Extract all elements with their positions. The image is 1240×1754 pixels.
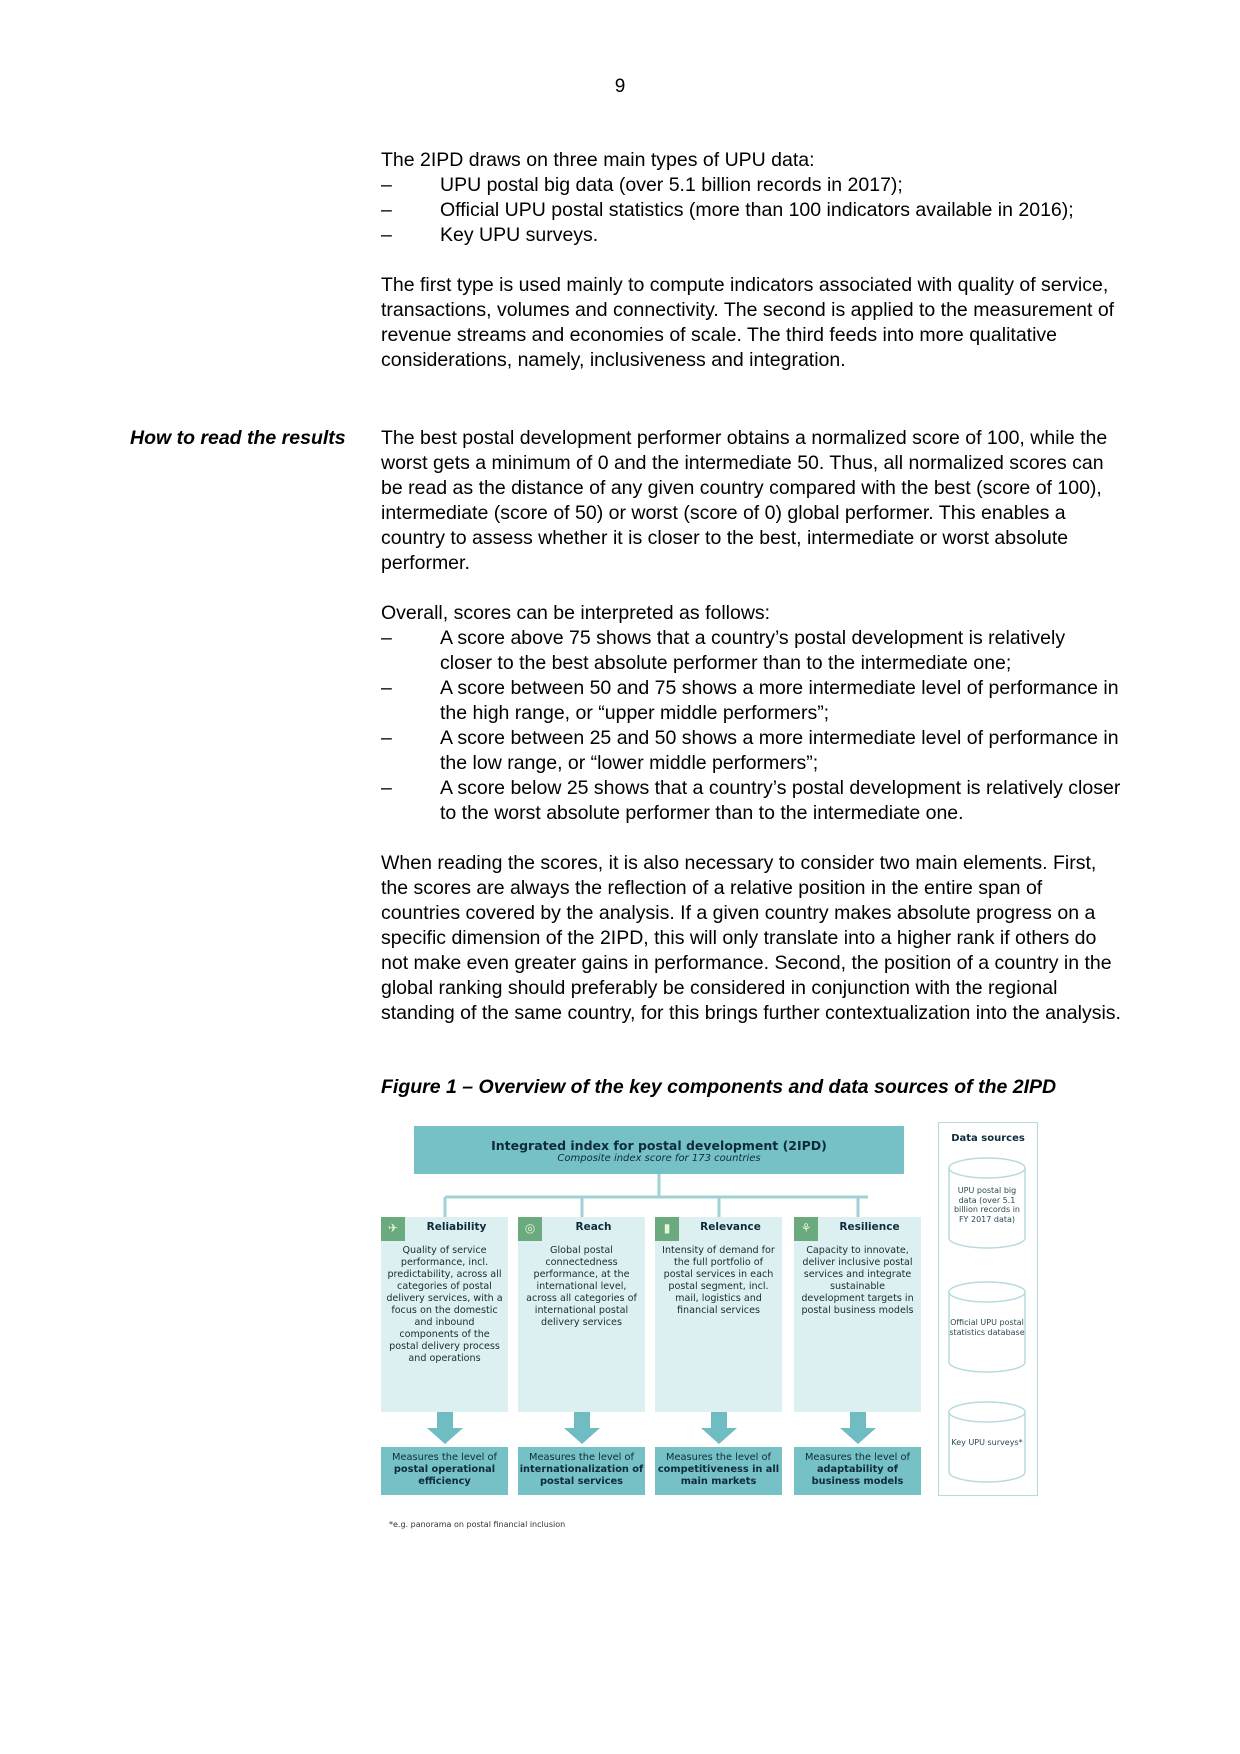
measure-box-resilience [794,1447,921,1495]
measure-strong: internationalization of postal services [519,1464,644,1487]
dash-bullet: – [381,199,392,221]
component-header [518,1217,645,1241]
reliability-icon: ✈ [381,1217,405,1241]
list-item-text: A score between 50 and 75 shows a more intermediate level of performance in the high range, or “upper middle performers”; [440,677,1119,724]
component-description: Capacity to innovate, deliver inclusive postal services and integrate sustainable development targets in postal business models [801,1245,914,1316]
data-types-paragraph: The first type is used mainly to compute indicators associated with quality of service, transactions, volumes and connectivity. The second is applied to the measurement of revenue streams and economies of scale. The third feeds into more qualitative considerations, namely, inclusiveness and integration. [381,274,1115,371]
list-item-text: Key UPU surveys. [440,224,599,246]
interpretation-intro: Overall, scores can be interpreted as follows: [381,602,771,624]
list-item-text: A score above 75 shows that a country’s postal development is relatively closer to the best absolute performer than to the intermediate one; [440,627,1066,674]
index-title-box [414,1126,904,1174]
measure-strong: competitiveness in all main markets [657,1464,780,1487]
down-arrow-icon [840,1412,876,1444]
figure-footnote: *e.g. panorama on postal financial inclusion [389,1520,566,1529]
measure-lead: Measures the level of [666,1452,771,1463]
index-subtitle: Composite index score for 173 countries [557,1153,761,1164]
measure-box-reach [518,1447,645,1495]
measure-lead: Measures the level of [805,1452,910,1463]
measure-lead: Measures the level of [529,1452,634,1463]
data-types-section [381,148,1121,373]
data-types-list [381,173,1121,248]
relevance-icon: ▮ [655,1217,679,1241]
page-number: 9 [614,76,626,97]
measure-box-relevance [655,1447,782,1495]
down-arrow-icon [427,1412,463,1444]
component-resilience [794,1217,921,1412]
component-title: Reliability [426,1221,487,1233]
down-arrow-icon [701,1412,737,1444]
index-title: Integrated index for postal development (2IPD) [491,1138,827,1153]
dash-bullet: – [381,727,392,749]
side-heading: How to read the results [130,427,346,449]
list-item [381,223,1121,248]
component-header [655,1217,782,1241]
dash-bullet: – [381,627,392,649]
component-description: Quality of service performance, incl. predictability, across all categories of postal delivery services, with a focus on the domestic and inbound components of the postal delivery process and operations [386,1245,503,1364]
list-item [381,776,1121,826]
component-reliability [381,1217,508,1412]
component-relevance [655,1217,782,1412]
normalized-score-paragraph: The best postal development performer obtains a normalized score of 100, while the worst gets a minimum of 0 and the intermediate 50. Thus, all normalized scores can be read as the distance of any given country compared with the best (score of 100), intermediate (score of 50) or worst (score of 0) global performer. This enables a country to assess whether it is closer to the best, intermediate or worst absolute performer. [381,427,1108,574]
list-item-text: Official UPU postal statistics (more than 100 indicators available in 2016); [440,199,1074,221]
data-source-statistics: Official UPU postal statistics database [949,1318,1025,1337]
list-item [381,676,1121,726]
dash-bullet: – [381,224,392,246]
list-item-text: A score between 25 and 50 shows a more intermediate level of performance in the low range, or “lower middle performers”; [440,727,1119,774]
measure-lead: Measures the level of [392,1452,497,1463]
component-header [794,1217,921,1241]
dash-bullet: – [381,677,392,699]
list-item [381,198,1121,223]
list-item [381,173,1121,198]
list-item-text: UPU postal big data (over 5.1 billion records in 2017); [440,174,903,196]
list-item [381,626,1121,676]
data-types-intro: The 2IPD draws on three main types of UPU data: [381,149,815,171]
measure-box-reliability [381,1447,508,1495]
reach-icon: ◎ [518,1217,542,1241]
component-reach [518,1217,645,1412]
dash-bullet: – [381,174,392,196]
resilience-icon: ⚘ [794,1217,818,1241]
component-header [381,1217,508,1241]
considerations-paragraph: When reading the scores, it is also necessary to consider two main elements. First, the scores are always the reflection of a relative position in the entire span of countries covered by the analysis. If a given country makes absolute progress on a specific dimension of the 2IPD, this will only translate into a higher rank if others do not make even greater gains in performance. Second, the position of a country in the global ranking should preferably be considered in conjunction with the regional standing of the same country, for this brings further contextualization into the analysis. [381,852,1121,1024]
list-item-text: A score below 25 shows that a country’s postal development is relatively closer to the worst absolute performer than to the intermediate one. [440,777,1121,824]
dash-bullet: – [381,777,392,799]
reading-results-section [381,426,1121,1026]
figure-2ipd-overview [381,1122,1041,1542]
component-description: Global postal connectedness performance, at the international level, across all categories of international postal delivery services [526,1245,637,1328]
list-item [381,726,1121,776]
data-source-big-data: UPU postal big data (over 5.1 billion records in FY 2017 data) [953,1186,1021,1224]
data-source-surveys: Key UPU surveys* [951,1438,1023,1447]
data-sources-title: Data sources [951,1133,1025,1144]
interpretation-list [381,626,1121,826]
measure-strong: adaptability of business models [811,1464,904,1487]
component-title: Resilience [839,1221,900,1233]
component-title: Relevance [700,1221,761,1233]
down-arrow-icon [564,1412,600,1444]
component-title: Reach [575,1221,612,1233]
component-description: Intensity of demand for the full portfolio of postal services in each postal segment, incl. mail, logistics and financial services [662,1245,775,1316]
figure-caption: Figure 1 – Overview of the key components and data sources of the 2IPD [381,1076,1057,1098]
measure-strong: postal operational efficiency [393,1464,496,1487]
